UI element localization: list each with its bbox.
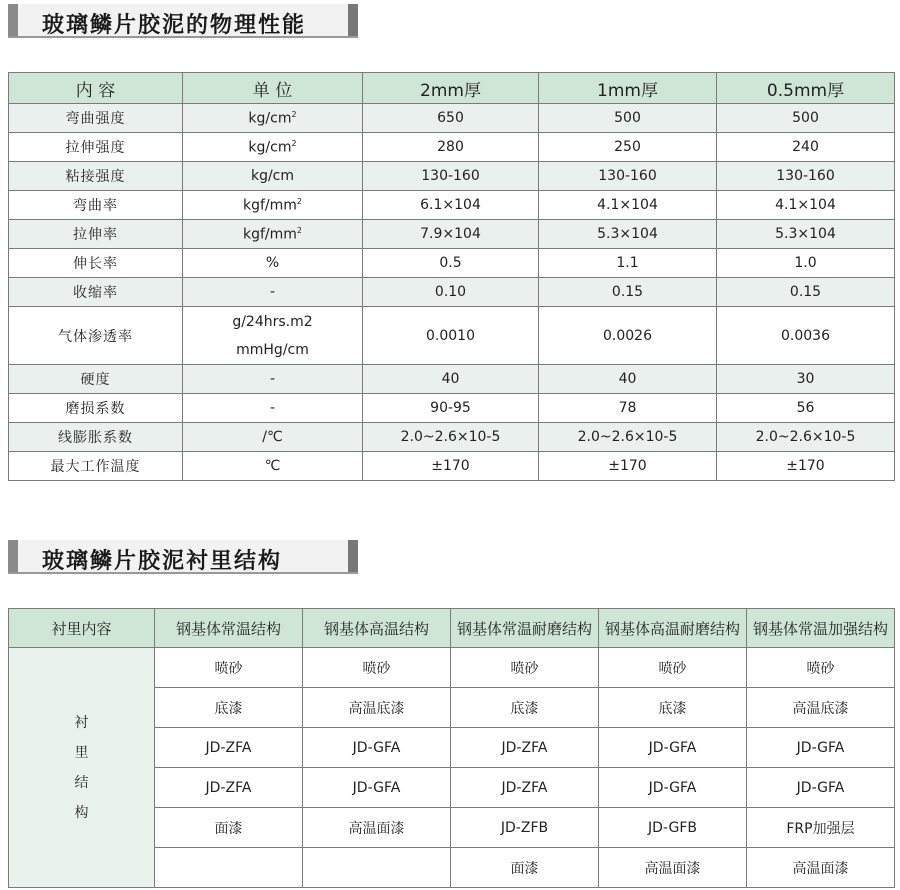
value-cell: 4.1×104 bbox=[717, 191, 895, 220]
unit-cell bbox=[183, 365, 363, 394]
value-cell: 0.0036 bbox=[717, 307, 895, 365]
lining-layer-cell: JD-GFA bbox=[303, 728, 451, 768]
lining-layer-cell: 喷砂 bbox=[599, 648, 747, 688]
property-name-cell: 弯曲强度 bbox=[9, 104, 183, 133]
lining-layer-cell: 喷砂 bbox=[451, 648, 599, 688]
value-cell: 2.0~2.6×10-5 bbox=[539, 423, 717, 452]
unit-cell bbox=[183, 104, 363, 133]
lining-structure-label bbox=[9, 648, 155, 888]
value-cell: 130-160 bbox=[363, 162, 539, 191]
header-cell: 2mm厚 bbox=[363, 73, 539, 104]
value-cell: 78 bbox=[539, 394, 717, 423]
value-cell: 7.9×104 bbox=[363, 220, 539, 249]
value-cell: 650 bbox=[363, 104, 539, 133]
unit-text: kg/cm bbox=[248, 110, 292, 127]
unit-text: ℃ bbox=[264, 458, 281, 474]
unit-cell bbox=[183, 191, 363, 220]
header-cell: 单 位 bbox=[183, 73, 363, 104]
lining-layer-cell: JD-GFA bbox=[747, 728, 895, 768]
lining-label-char: 衬 bbox=[74, 714, 89, 731]
lining-layer-cell: 高温面漆 bbox=[599, 848, 747, 888]
header-cell: 0.5mm厚 bbox=[717, 73, 895, 104]
unit-cell bbox=[183, 278, 363, 307]
unit-cell bbox=[183, 307, 363, 365]
value-cell: ±170 bbox=[539, 452, 717, 481]
value-cell: ±170 bbox=[363, 452, 539, 481]
table-row bbox=[9, 249, 895, 278]
table-row bbox=[9, 191, 895, 220]
section-title-lining bbox=[8, 540, 358, 574]
value-cell: 90-95 bbox=[363, 394, 539, 423]
lining-layer-cell: JD-GFA bbox=[599, 768, 747, 808]
property-name-cell: 最大工作温度 bbox=[9, 452, 183, 481]
value-cell: 0.0010 bbox=[363, 307, 539, 365]
table-row bbox=[9, 133, 895, 162]
value-cell: 130-160 bbox=[717, 162, 895, 191]
value-cell: 56 bbox=[717, 394, 895, 423]
value-cell: 1.1 bbox=[539, 249, 717, 278]
lining-layer-cell: JD-ZFB bbox=[451, 808, 599, 848]
value-cell: 6.1×104 bbox=[363, 191, 539, 220]
unit-text: - bbox=[269, 371, 276, 387]
lining-layer-cell: JD-ZFA bbox=[451, 728, 599, 768]
lining-layer-cell: JD-GFA bbox=[747, 768, 895, 808]
lining-layer-cell: 高温面漆 bbox=[303, 808, 451, 848]
property-name-cell: 收缩率 bbox=[9, 278, 183, 307]
table-row bbox=[9, 648, 895, 688]
table-row bbox=[9, 162, 895, 191]
lining-table bbox=[8, 608, 895, 888]
lining-layer-cell: 底漆 bbox=[599, 688, 747, 728]
unit-text: - bbox=[269, 284, 276, 300]
lining-layer-cell: 面漆 bbox=[155, 808, 303, 848]
header-cell: 衬里内容 bbox=[9, 609, 155, 648]
header-cell: 钢基体常温加强结构 bbox=[747, 609, 895, 648]
unit-cell bbox=[183, 423, 363, 452]
section-title-text: 玻璃鳞片胶泥衬里结构 bbox=[42, 549, 283, 574]
lining-layer-cell: 高温底漆 bbox=[747, 688, 895, 728]
lining-layer-cell: 喷砂 bbox=[155, 648, 303, 688]
value-cell: 0.15 bbox=[717, 278, 895, 307]
section-title-properties bbox=[8, 4, 358, 38]
table-row bbox=[9, 104, 895, 133]
value-cell: 5.3×104 bbox=[539, 220, 717, 249]
property-name-cell: 粘接强度 bbox=[9, 162, 183, 191]
section-title-text: 玻璃鳞片胶泥的物理性能 bbox=[42, 13, 307, 38]
lining-label-char: 里 bbox=[74, 744, 89, 761]
value-cell: 280 bbox=[363, 133, 539, 162]
lining-layer-cell: JD-ZFA bbox=[155, 728, 303, 768]
unit-text: - bbox=[269, 400, 276, 416]
unit-text: kg/cm bbox=[250, 168, 295, 184]
property-name-cell: 拉伸率 bbox=[9, 220, 183, 249]
header-cell: 钢基体高温耐磨结构 bbox=[599, 609, 747, 648]
unit-superscript: 2 bbox=[296, 225, 302, 235]
value-cell: 2.0~2.6×10-5 bbox=[717, 423, 895, 452]
unit-cell bbox=[183, 452, 363, 481]
table-row bbox=[9, 423, 895, 452]
lining-layer-cell: 高温底漆 bbox=[303, 688, 451, 728]
unit-cell bbox=[183, 394, 363, 423]
header-cell: 钢基体高温结构 bbox=[303, 609, 451, 648]
lining-layer-cell: JD-ZFA bbox=[451, 768, 599, 808]
table-row bbox=[9, 452, 895, 481]
table-row bbox=[9, 307, 895, 365]
value-cell: 30 bbox=[717, 365, 895, 394]
properties-table bbox=[8, 72, 895, 481]
lining-layer-cell: 面漆 bbox=[451, 848, 599, 888]
header-cell: 内 容 bbox=[9, 73, 183, 104]
value-cell: 40 bbox=[363, 365, 539, 394]
unit-superscript: 2 bbox=[291, 109, 297, 119]
lining-layer-cell: 喷砂 bbox=[747, 648, 895, 688]
lining-label-char: 构 bbox=[74, 804, 89, 821]
unit-text-line2: mmHg/cm bbox=[236, 341, 309, 358]
unit-text: kgf/mm bbox=[242, 226, 297, 243]
unit-text: % bbox=[265, 255, 280, 271]
lining-layer-cell: JD-GFA bbox=[599, 728, 747, 768]
lining-layer-cell: FRP加强层 bbox=[747, 808, 895, 848]
lining-layer-cell bbox=[303, 848, 451, 888]
unit-text: /℃ bbox=[262, 429, 283, 445]
value-cell: ±170 bbox=[717, 452, 895, 481]
value-cell: 4.1×104 bbox=[539, 191, 717, 220]
value-cell: 1.0 bbox=[717, 249, 895, 278]
value-cell: 5.3×104 bbox=[717, 220, 895, 249]
unit-text: g/24hrs.m2 bbox=[232, 313, 313, 330]
unit-cell bbox=[183, 220, 363, 249]
property-name-cell: 气体渗透率 bbox=[9, 307, 183, 365]
property-name-cell: 线膨胀系数 bbox=[9, 423, 183, 452]
value-cell: 0.0026 bbox=[539, 307, 717, 365]
lining-layer-cell: 底漆 bbox=[155, 688, 303, 728]
unit-cell bbox=[183, 249, 363, 278]
table-row bbox=[9, 278, 895, 307]
value-cell: 40 bbox=[539, 365, 717, 394]
table-header-row bbox=[9, 73, 895, 104]
value-cell: 130-160 bbox=[539, 162, 717, 191]
value-cell: 500 bbox=[539, 104, 717, 133]
property-name-cell: 拉伸强度 bbox=[9, 133, 183, 162]
lining-label-char: 结 bbox=[74, 774, 89, 791]
lining-layer-cell: JD-GFB bbox=[599, 808, 747, 848]
value-cell: 0.5 bbox=[363, 249, 539, 278]
lining-layer-cell: 高温面漆 bbox=[747, 848, 895, 888]
value-cell: 0.10 bbox=[363, 278, 539, 307]
lining-layer-cell: 喷砂 bbox=[303, 648, 451, 688]
property-name-cell: 弯曲率 bbox=[9, 191, 183, 220]
lining-layer-cell: 底漆 bbox=[451, 688, 599, 728]
table-row bbox=[9, 394, 895, 423]
table-header-row bbox=[9, 609, 895, 648]
header-cell: 1mm厚 bbox=[539, 73, 717, 104]
value-cell: 0.15 bbox=[539, 278, 717, 307]
unit-superscript: 2 bbox=[296, 196, 302, 206]
lining-layer-cell: JD-ZFA bbox=[155, 768, 303, 808]
property-name-cell: 硬度 bbox=[9, 365, 183, 394]
table-row bbox=[9, 220, 895, 249]
value-cell: 240 bbox=[717, 133, 895, 162]
table-row bbox=[9, 365, 895, 394]
property-name-cell: 磨损系数 bbox=[9, 394, 183, 423]
value-cell: 250 bbox=[539, 133, 717, 162]
value-cell: 500 bbox=[717, 104, 895, 133]
unit-text: kgf/mm bbox=[242, 197, 297, 214]
lining-layer-cell bbox=[155, 848, 303, 888]
header-cell: 钢基体常温结构 bbox=[155, 609, 303, 648]
value-cell: 2.0~2.6×10-5 bbox=[363, 423, 539, 452]
header-cell: 钢基体常温耐磨结构 bbox=[451, 609, 599, 648]
unit-cell bbox=[183, 162, 363, 191]
property-name-cell: 伸长率 bbox=[9, 249, 183, 278]
unit-text: kg/cm bbox=[248, 139, 292, 156]
unit-cell bbox=[183, 133, 363, 162]
unit-superscript: 2 bbox=[291, 138, 297, 148]
lining-layer-cell: JD-GFA bbox=[303, 768, 451, 808]
